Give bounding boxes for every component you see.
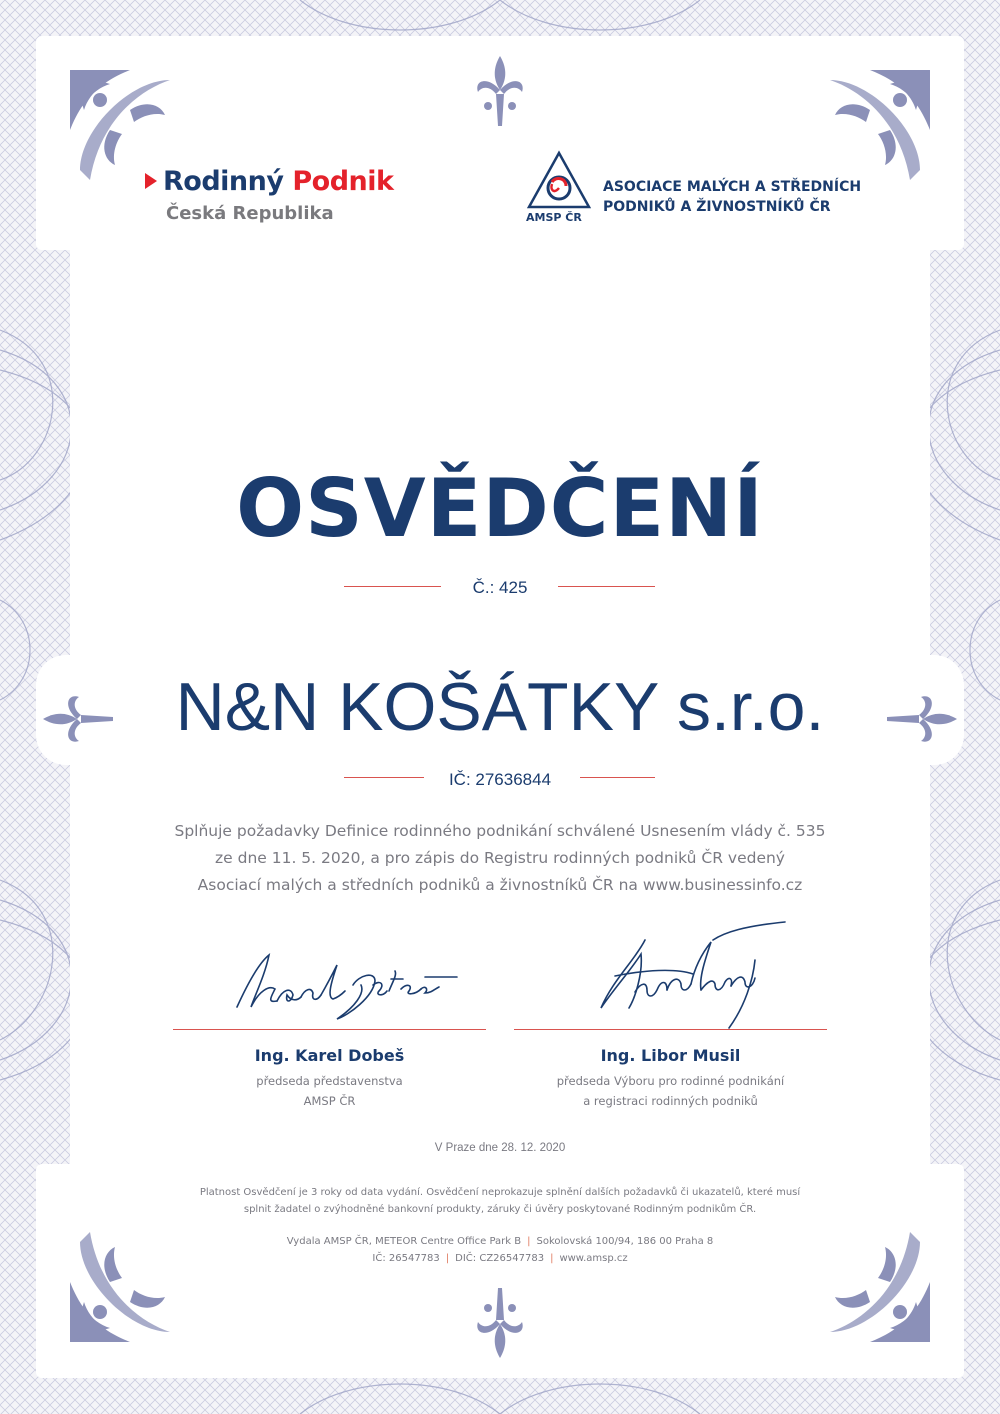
amsp-name-line2: PODNIKŮ A ŽIVNOSTNÍKŮ ČR — [603, 199, 831, 215]
role-line: AMSP ČR — [303, 1094, 356, 1108]
fleur-ornament-icon — [474, 1288, 526, 1358]
amsp-emblem-text: AMSP ČR — [526, 211, 582, 224]
issuer-line — [150, 1250, 850, 1267]
signatory-name: Ing. Libor Musil — [600, 1046, 741, 1065]
validity-note — [150, 1184, 850, 1218]
fleur-ornament-icon — [474, 56, 526, 126]
heart-icon — [145, 173, 157, 189]
logo-brand-part2: Podnik — [292, 166, 394, 197]
signature-libor-musil — [595, 920, 790, 1030]
logo-brand-part1: Rodinný — [163, 166, 284, 197]
certificate-number: Č.: 425 — [472, 578, 528, 597]
place-and-date: V Praze dne 28. 12. 2020 — [434, 1142, 566, 1154]
signatory-role — [514, 1071, 827, 1111]
corner-flourish-icon — [810, 70, 930, 190]
issuer-address: Vydala AMSP ČR, METEOR Centre Office Park B — [286, 1236, 522, 1247]
issuer-dic: DIČ: CZ26547783 — [455, 1253, 545, 1264]
statement-line: Asociací malých a středních podniků a živnostníků ČR na www.businessinfo.cz — [197, 876, 803, 894]
certificate-statement — [100, 818, 900, 899]
issuer-street: Sokolovská 100/94, 186 00 Praha 8 — [536, 1236, 714, 1247]
issuer-info — [150, 1233, 850, 1267]
note-line: Platnost Osvědčení je 3 roky od data vydání. Osvědčení neprokazuje splnění dalších požadavků či ukazatelů, které musí — [199, 1187, 801, 1198]
signature-line — [514, 1029, 827, 1030]
issuer-ico: IČ: 26547783 — [372, 1253, 440, 1264]
company-name: N&N KOŠÁTKY s.r.o. — [175, 669, 825, 745]
note-line: splnit žadatel o zvýhodněné bankovní produkty, záruky či úvěry poskytované Rodinným podnikům ČR. — [243, 1204, 757, 1215]
issuer-line — [150, 1233, 850, 1250]
logo-subtitle: Česká Republika — [166, 203, 334, 224]
signatory-name: Ing. Karel Dobeš — [254, 1046, 405, 1065]
issuer-website[interactable]: www.amsp.cz — [559, 1253, 628, 1264]
separator: | — [550, 1253, 554, 1264]
amsp-triangle-emblem-icon — [526, 150, 592, 210]
signature-line — [173, 1029, 486, 1030]
statement-line: Splňuje požadavky Definice rodinného podnikání schválené Usnesením vlády č. 535 — [174, 822, 826, 840]
role-line: předseda představenstva — [256, 1074, 403, 1088]
separator: | — [445, 1253, 450, 1264]
amsp-full-name — [603, 177, 861, 217]
amsp-name-line1: ASOCIACE MALÝCH A STŘEDNÍCH — [603, 179, 862, 195]
role-line: předseda Výboru pro rodinné podnikání — [556, 1074, 785, 1088]
role-line: a registraci rodinných podniků — [583, 1094, 758, 1108]
rodinny-podnik-logo — [145, 166, 393, 197]
signature-karel-dobes — [225, 945, 470, 1025]
company-ico: IČ: 27636844 — [448, 770, 552, 789]
separator: | — [527, 1236, 531, 1247]
certificate-title: OSVĚDČENÍ — [236, 462, 764, 555]
statement-line: ze dne 11. 5. 2020, a pro zápis do Registru rodinných podniků ČR vedený — [215, 849, 785, 867]
signatory-role — [173, 1071, 486, 1111]
